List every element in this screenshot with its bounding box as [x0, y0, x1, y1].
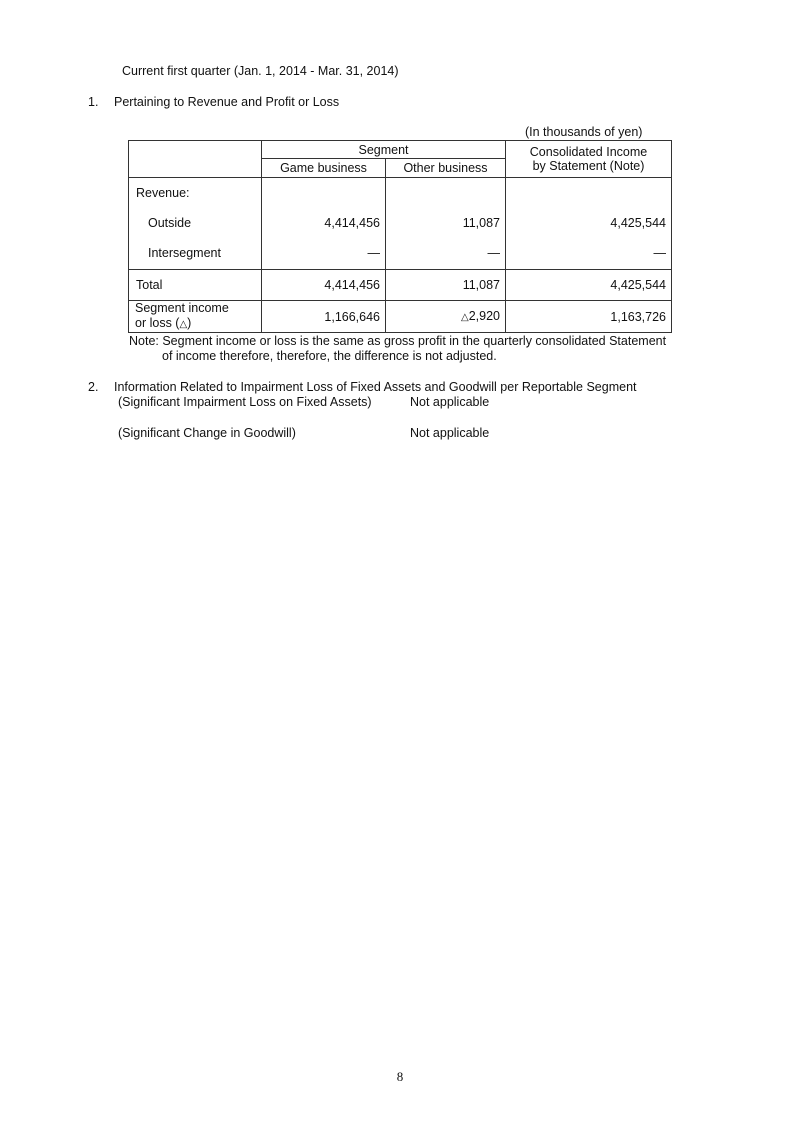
total-game-value: 4,414,456: [262, 270, 386, 301]
segment-income-row: [129, 301, 672, 333]
section-1-number: 1.: [88, 95, 99, 109]
total-row: [129, 270, 672, 301]
other-revenue-cell: [386, 178, 506, 270]
intersegment-label: Intersegment: [148, 246, 221, 260]
note-line-2: of income therefore, therefore, the difference is not adjusted.: [162, 349, 497, 363]
intersegment-other-value: —: [487, 246, 500, 260]
other-business-header: Other business: [386, 159, 506, 178]
outside-other-value: 11,087: [462, 216, 500, 230]
intersegment-game-value: —: [367, 246, 380, 260]
triangle-symbol: △: [179, 319, 188, 330]
segment-income-other-value: △2,920: [386, 301, 506, 333]
consolidated-header-line1: Consolidated Income: [529, 145, 648, 159]
segment-table-wrapper: [128, 140, 672, 333]
header-row-1: [129, 141, 672, 159]
consolidated-header-line2: by Statement (Note): [532, 159, 645, 173]
segment-header: Segment: [262, 141, 506, 159]
section-1-title: Pertaining to Revenue and Profit or Loss: [114, 95, 340, 109]
goodwill-change-value: Not applicable: [410, 426, 490, 440]
revenue-block-row: [129, 178, 672, 270]
total-other-value: 11,087: [386, 270, 506, 301]
period-subtitle: Current first quarter (Jan. 1, 2014 - Mar. 31, 2014): [122, 64, 399, 78]
units-label: (In thousands of yen): [525, 125, 643, 139]
segment-income-consolidated-value: 1,163,726: [506, 301, 672, 333]
outside-label: Outside: [148, 216, 192, 230]
segment-income-label-line2: or loss (△): [135, 316, 192, 330]
impairment-loss-label: (Significant Impairment Loss on Fixed Assets): [118, 395, 372, 409]
page-number: 8: [396, 1069, 404, 1084]
note-line-1: Note: Segment income or loss is the same as gross profit in the quarterly consolidated Statement: [129, 334, 667, 348]
consolidated-revenue-cell: [506, 178, 672, 270]
negative-triangle-symbol: △: [461, 311, 469, 323]
outside-game-value: 4,414,456: [324, 216, 380, 230]
segment-income-game-value: 1,166,646: [262, 301, 386, 333]
revenue-labels-cell: [129, 178, 262, 270]
segment-income-label-line1: Segment income: [135, 301, 229, 315]
section-2-number: 2.: [88, 380, 99, 394]
game-revenue-cell: [262, 178, 386, 270]
total-consolidated-value: 4,425,544: [506, 270, 672, 301]
game-business-header: Game business: [262, 159, 386, 178]
total-label: Total: [129, 270, 262, 301]
segment-table: [128, 140, 672, 333]
impairment-loss-value: Not applicable: [410, 395, 490, 409]
intersegment-consolidated-value: —: [653, 246, 666, 260]
outside-consolidated-value: 4,425,544: [610, 216, 666, 230]
header-empty-cell: [129, 141, 262, 178]
segment-income-label: [129, 301, 262, 333]
section-2-title: Information Related to Impairment Loss of Fixed Assets and Goodwill per Reportable Segment: [114, 380, 637, 394]
goodwill-change-label: (Significant Change in Goodwill): [118, 426, 296, 440]
consolidated-header: [506, 141, 672, 178]
revenue-label: Revenue:: [136, 186, 190, 200]
